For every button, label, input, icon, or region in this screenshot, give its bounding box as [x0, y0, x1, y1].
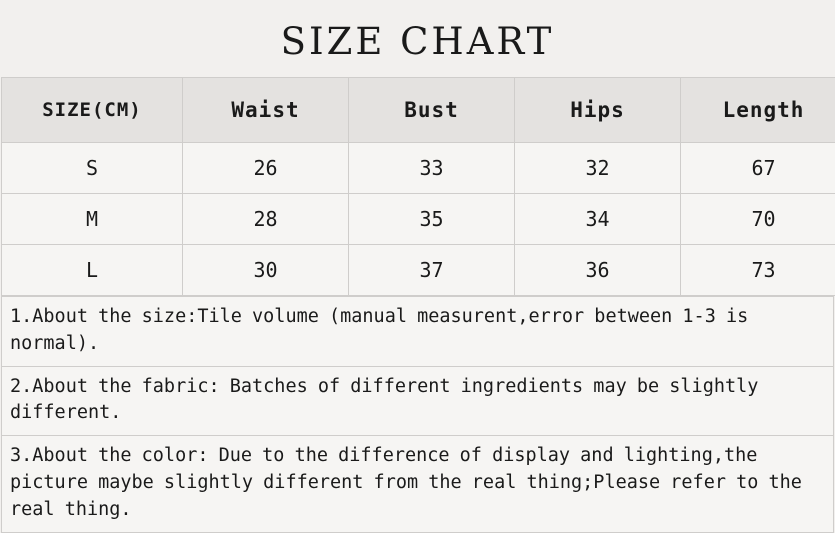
note-fabric: 2.About the fabric: Batches of different ingredients may be slightly different.	[2, 366, 833, 436]
cell-waist: 30	[183, 245, 349, 296]
column-header-waist: Waist	[183, 78, 349, 143]
cell-length: 70	[681, 194, 835, 245]
column-header-bust: Bust	[349, 78, 515, 143]
cell-bust: 35	[349, 194, 515, 245]
cell-waist: 28	[183, 194, 349, 245]
cell-size: M	[2, 194, 183, 245]
size-chart-table	[1, 77, 835, 296]
note-size: 1.About the size:Tile volume (manual measurent,error between 1-3 is normal).	[2, 296, 833, 366]
column-header-size: SIZE(CM)	[2, 78, 183, 143]
cell-waist: 26	[183, 143, 349, 194]
table-header-row	[2, 78, 835, 143]
table-row	[2, 245, 835, 296]
column-header-length: Length	[681, 78, 835, 143]
page-title: SIZE CHART	[0, 0, 835, 77]
cell-length: 73	[681, 245, 835, 296]
note-color: 3.About the color: Due to the difference of display and lighting,the picture maybe slightly different from the real thing;Please refer to the real thing.	[2, 435, 833, 531]
cell-length: 67	[681, 143, 835, 194]
table-body	[2, 143, 835, 296]
cell-hips: 34	[515, 194, 681, 245]
cell-hips: 32	[515, 143, 681, 194]
table-row	[2, 143, 835, 194]
cell-bust: 37	[349, 245, 515, 296]
column-header-hips: Hips	[515, 78, 681, 143]
table-row	[2, 194, 835, 245]
notes-section	[1, 296, 834, 533]
cell-size: S	[2, 143, 183, 194]
cell-hips: 36	[515, 245, 681, 296]
cell-size: L	[2, 245, 183, 296]
table-header	[2, 78, 835, 143]
cell-bust: 33	[349, 143, 515, 194]
